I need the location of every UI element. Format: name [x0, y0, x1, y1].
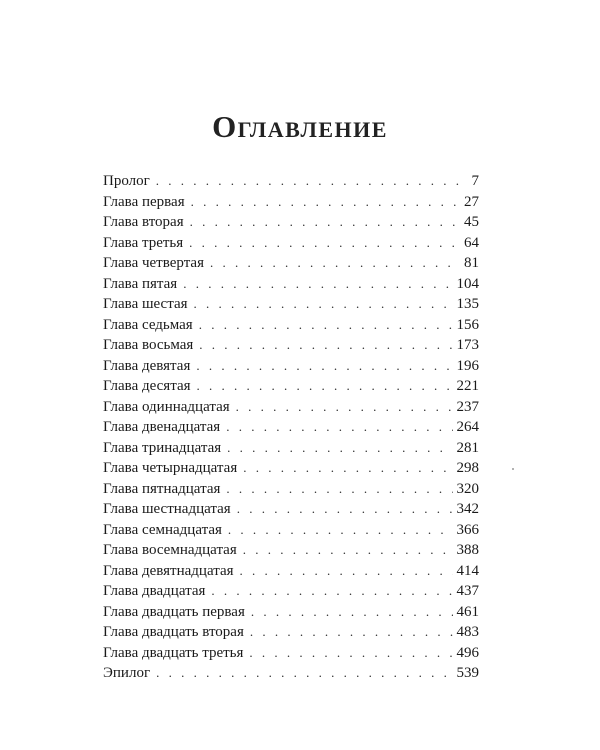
- toc-entry-title: Глава двадцать третья: [103, 644, 244, 661]
- toc-entry-page-number: 196: [456, 357, 479, 374]
- toc-entry: [103, 458, 479, 479]
- toc-entry-title: Глава четвертая: [103, 255, 204, 271]
- toc-entry-page-number: 539: [456, 665, 479, 681]
- dot-leader: [237, 499, 453, 520]
- toc-entry-title: Глава шестнадцатая: [103, 501, 231, 517]
- toc-entry-title: Глава девятая: [103, 357, 191, 374]
- toc-entry: [103, 663, 479, 684]
- toc-entry: [103, 602, 479, 623]
- toc-entry-title: Глава восьмая: [103, 337, 194, 353]
- toc-entry: [103, 274, 479, 295]
- toc-entry: [103, 520, 479, 541]
- toc-entry-page-number: 221: [456, 378, 479, 394]
- toc-entry: [103, 335, 479, 356]
- toc-entry-title: Глава первая: [103, 193, 185, 210]
- dot-leader: [210, 253, 460, 274]
- toc-entry-title: Глава семнадцатая: [103, 521, 222, 538]
- toc-entry-title: Глава вторая: [103, 214, 184, 230]
- toc-entry-title: Глава девятнадцатая: [103, 562, 234, 579]
- toc-entry-page-number: 64: [464, 234, 479, 251]
- dot-leader: [227, 438, 452, 459]
- dot-leader: [183, 274, 452, 295]
- toc-entry-page-number: 366: [456, 521, 479, 538]
- toc-entry-title: Глава двадцать вторая: [103, 624, 244, 640]
- dot-leader: [236, 397, 453, 418]
- toc-entry: [103, 479, 479, 500]
- toc-entry-page-number: 461: [456, 603, 479, 620]
- toc-entry: [103, 171, 479, 192]
- toc-entry-page-number: 388: [456, 542, 479, 558]
- toc-entry-title: Глава третья: [103, 234, 184, 251]
- toc-entry-page-number: 264: [456, 419, 479, 435]
- toc-entry-title: Пролог: [103, 173, 150, 189]
- toc-entry-title: Глава пятнадцатая: [103, 480, 221, 497]
- dot-leader: [211, 581, 452, 602]
- dot-leader: [240, 561, 453, 582]
- page-title: Оглавление: [212, 108, 388, 144]
- dot-leader: [196, 356, 452, 377]
- toc-entry: [103, 253, 479, 274]
- toc-entry: [103, 212, 479, 233]
- toc-entry: [103, 417, 479, 438]
- toc-entry: [103, 192, 479, 213]
- toc-entry-title: Глава одиннадцатая: [103, 398, 230, 415]
- dot-leader: [250, 622, 453, 643]
- toc-entry: [103, 233, 479, 254]
- toc-entry: [103, 581, 479, 602]
- dot-leader: [199, 335, 452, 356]
- table-of-contents: [103, 171, 479, 684]
- dot-leader: [190, 212, 460, 233]
- toc-entry: [103, 315, 479, 336]
- toc-entry-title: Глава седьмая: [103, 316, 193, 333]
- toc-entry-page-number: 483: [456, 624, 479, 640]
- toc-entry: [103, 294, 479, 315]
- toc-entry-page-number: 437: [456, 583, 479, 599]
- toc-entry-title: Глава двенадцатая: [103, 419, 221, 435]
- dot-leader: [189, 233, 460, 254]
- dot-leader: [228, 520, 453, 541]
- dot-leader: [197, 376, 453, 397]
- toc-entry-title: Глава десятая: [103, 378, 191, 394]
- toc-entry-title: Глава четырнадцатая: [103, 460, 238, 476]
- toc-entry: [103, 561, 479, 582]
- toc-entry-page-number: 7: [471, 173, 479, 189]
- toc-entry-title: Глава пятая: [103, 275, 178, 292]
- toc-entry-title: Эпилог: [103, 665, 151, 681]
- toc-entry-page-number: 342: [456, 501, 479, 517]
- toc-entry-page-number: 281: [456, 439, 479, 456]
- dot-leader: [243, 458, 452, 479]
- toc-entry-title: Глава шестая: [103, 296, 188, 312]
- toc-entry: [103, 376, 479, 397]
- toc-entry-page-number: 298: [456, 460, 479, 476]
- toc-entry-page-number: 237: [456, 398, 479, 415]
- toc-entry: [103, 540, 479, 561]
- toc-entry-page-number: 156: [456, 316, 479, 333]
- dot-leader: [191, 192, 460, 213]
- dot-leader: [199, 315, 453, 336]
- paper-speck: [512, 468, 514, 470]
- toc-entry-title: Глава двадцать первая: [103, 603, 245, 620]
- toc-entry-page-number: 81: [464, 255, 479, 271]
- toc-entry-page-number: 104: [456, 275, 479, 292]
- toc-entry-page-number: 45: [464, 214, 479, 230]
- toc-entry-title: Глава тринадцатая: [103, 439, 222, 456]
- toc-entry-page-number: 496: [456, 644, 479, 661]
- toc-entry-page-number: 27: [464, 193, 479, 210]
- toc-entry-page-number: 135: [456, 296, 479, 312]
- toc-entry: [103, 438, 479, 459]
- dot-leader: [226, 417, 452, 438]
- toc-entry: [103, 643, 479, 664]
- dot-leader: [156, 663, 452, 684]
- toc-entry: [103, 622, 479, 643]
- dot-leader: [243, 540, 453, 561]
- dot-leader: [249, 643, 452, 664]
- dot-leader: [156, 171, 468, 192]
- toc-entry-title: Глава двадцатая: [103, 583, 206, 599]
- toc-entry: [103, 356, 479, 377]
- toc-entry-page-number: 173: [456, 337, 479, 353]
- dot-leader: [226, 479, 452, 500]
- dot-leader: [251, 602, 453, 623]
- toc-entry: [103, 397, 479, 418]
- toc-entry-title: Глава восемнадцатая: [103, 542, 237, 558]
- dot-leader: [194, 294, 453, 315]
- toc-entry: [103, 499, 479, 520]
- toc-entry-page-number: 414: [456, 562, 479, 579]
- toc-entry-page-number: 320: [456, 480, 479, 497]
